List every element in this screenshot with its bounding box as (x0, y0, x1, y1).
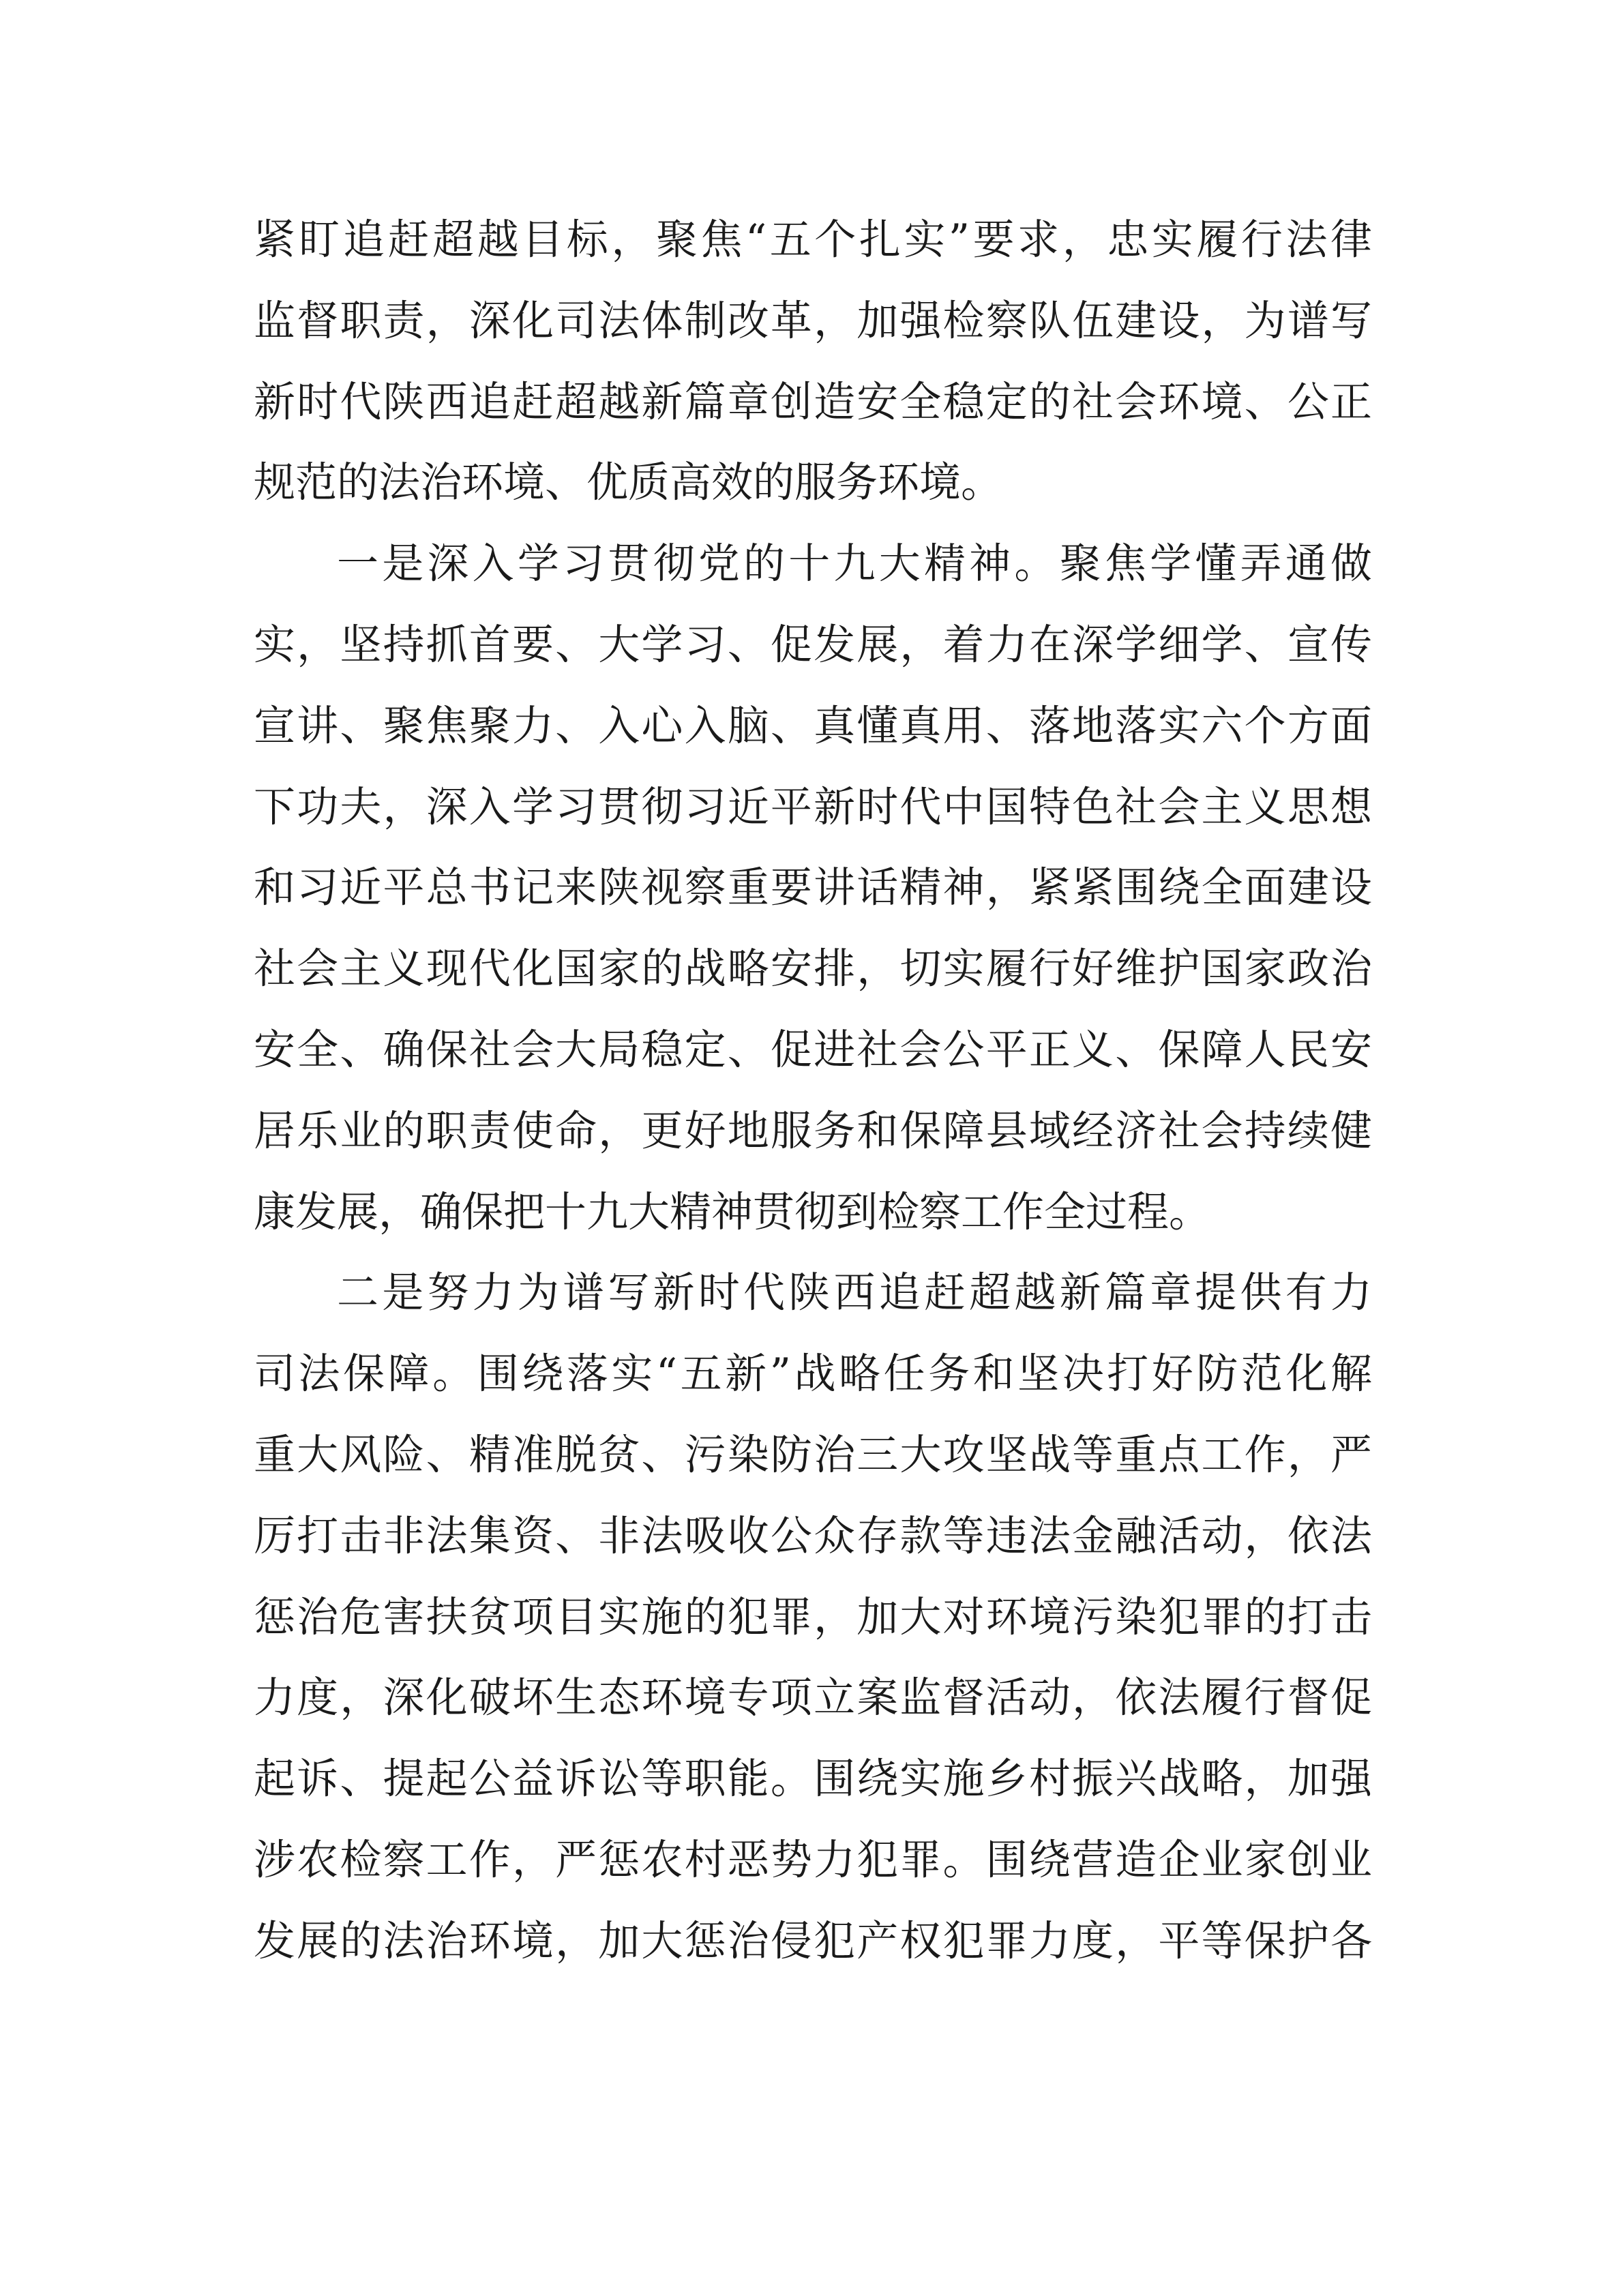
text-line: 社会主义现代化国家的战略安排，切实履行好维护国家政治 (254, 944, 1372, 994)
text-line: 居乐业的职责使命，更好地服务和保障县域经济社会持续健 (254, 1106, 1372, 1155)
text-line: 安全、确保社会大局稳定、促进社会公平正义、保障人民安 (254, 1025, 1372, 1074)
text-line: 下功夫，深入学习贯彻习近平新时代中国特色社会主义思想 (254, 782, 1372, 831)
text-line: 紧盯追赶超越目标，聚焦“五个扎实”要求，忠实履行法律 (254, 215, 1372, 264)
text-line: 司法保障。围绕落实“五新”战略任务和坚决打好防范化解 (254, 1350, 1372, 1399)
text-line: 起诉、提起公益诉讼等职能。围绕实施乡村振兴战略，加强 (254, 1755, 1372, 1804)
text-line: 涉农检察工作，严惩农村恶势力犯罪。围绕营造企业家创业 (254, 1835, 1372, 1884)
text-line: 宣讲、聚焦聚力、入心入脑、真懂真用、落地落实六个方面 (254, 701, 1372, 750)
text-line: 力度，深化破坏生态环境专项立案监督活动，依法履行督促 (254, 1673, 1372, 1723)
text-line: 新时代陕西追赶超越新篇章创造安全稳定的社会环境、公正 (254, 377, 1372, 426)
text-line: 厉打击非法集资、非法吸收公众存款等违法金融活动，依法 (254, 1511, 1372, 1560)
text-line: 重大风险、精准脱贫、污染防治三大攻坚战等重点工作，严 (254, 1430, 1372, 1479)
document-body (254, 200, 1372, 1982)
text-line: 和习近平总书记来陕视察重要讲话精神，紧紧围绕全面建设 (254, 863, 1372, 912)
text-line: 一是深入学习贯彻党的十九大精神。聚焦学懂弄通做 (337, 539, 1372, 588)
text-line: 康发展，确保把十九大精神贯彻到检察工作全过程。 (254, 1187, 1211, 1236)
text-line: 监督职责，深化司法体制改革，加强检察队伍建设，为谱写 (254, 296, 1372, 345)
text-line: 实，坚持抓首要、大学习、促发展，着力在深学细学、宣传 (254, 620, 1372, 669)
text-line: 发展的法治环境，加大惩治侵犯产权犯罪力度，平等保护各 (254, 1916, 1372, 1965)
text-line: 惩治危害扶贫项目实施的犯罪，加大对环境污染犯罪的打击 (254, 1592, 1372, 1641)
text-line: 二是努力为谱写新时代陕西追赶超越新篇章提供有力 (337, 1268, 1372, 1317)
text-line: 规范的法治环境、优质高效的服务环境。 (254, 458, 1003, 507)
